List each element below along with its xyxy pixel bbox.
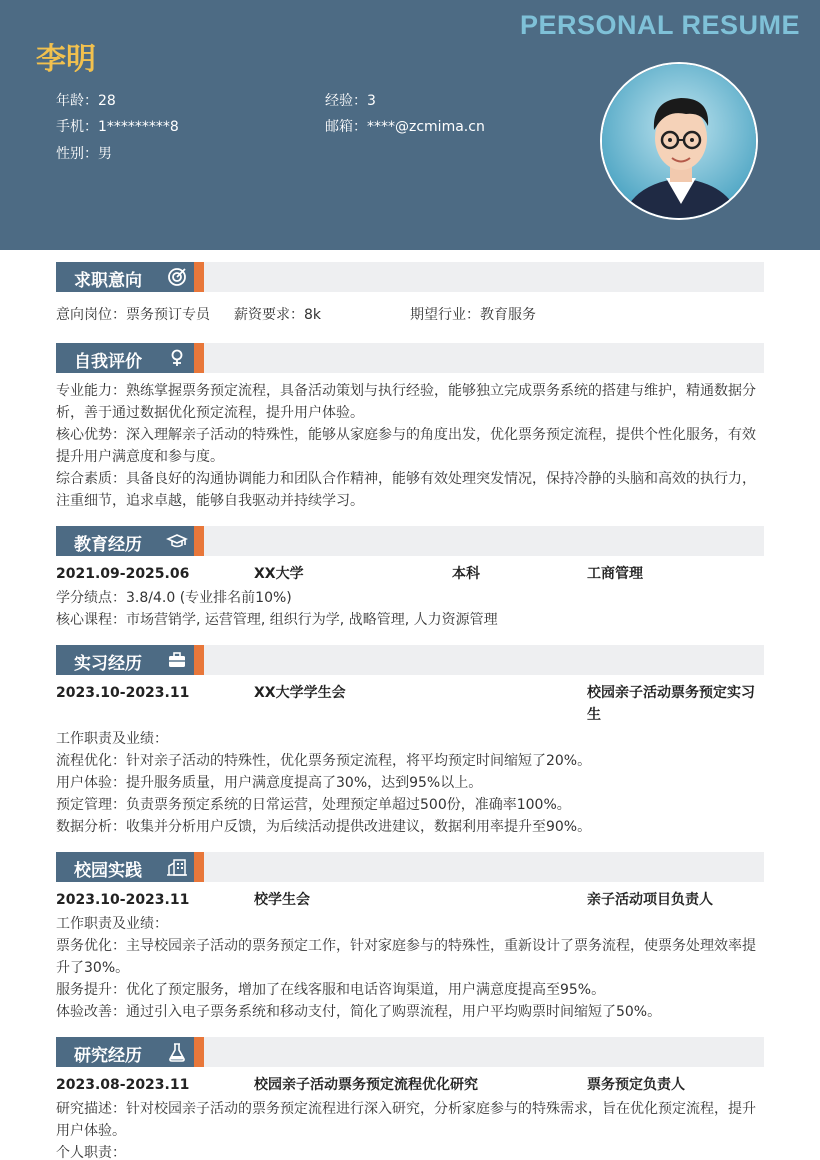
campus-date: 2023.10-2023.11 [56,892,190,908]
campus-org: 校学生会 [254,892,310,908]
experience-label: 经验 ： [325,93,367,109]
age-value: 28 [98,93,116,109]
section-title: 校园实践 [74,861,142,881]
email-field [325,116,485,136]
phone-label: 手机 ： [56,119,98,135]
campus-line-4: 体验改善：通过引入电子票务系统和移动支付，简化了购票流程，用户平均购票时间缩短了50%。 [56,1004,662,1020]
internship-role: 校园亲子活动票务预定实习生 [587,685,755,723]
research-role: 票务预定负责人 [587,1077,685,1093]
internship-date: 2023.10-2023.11 [56,685,190,701]
age-field [56,90,116,110]
gender-value: 男 [98,146,112,162]
phone-field [56,116,179,136]
education-courses: 核心课程：市场营销学, 运营管理, 组织行为学, 战略管理, 人力资源管理 [56,612,498,628]
section-title: 实习经历 [74,654,142,674]
resume-label: PERSONAL RESUME [519,10,800,40]
research-line-1: 研究描述：针对校园亲子活动的票务预定流程进行深入研究，分析家庭参与的特殊需求，旨在优化预定流程，提升用户体验。 [56,1101,756,1139]
internship-line-2: 流程优化：针对亲子活动的特殊性，优化票务预定流程，将平均预定时间缩短了20%。 [56,753,592,769]
education-gpa: 学分绩点：3.8/4.0 (专业排名前10%) [56,590,292,606]
intent-salary: 薪资要求：8k [234,307,322,323]
email-value: ****@zcmima.cn [367,119,485,135]
experience-value: 3 [367,93,376,109]
section-title: 求职意向 [74,271,142,291]
briefcase-icon [166,649,188,671]
education-major: 工商管理 [587,566,643,582]
campus-role: 亲子活动项目负责人 [587,892,713,908]
education-date: 2021.09-2025.06 [56,566,190,582]
self-eval-line-2: 核心优势：深入理解亲子活动的特殊性，能够从家庭参与的角度出发，优化票务预定流程，提供个性化服务，有效提升用户满意度和参与度。 [56,427,756,465]
internship-line-3: 用户体验：提升服务质量，用户满意度提高了30%，达到95%以上。 [56,775,483,791]
target-icon [166,266,188,288]
internship-line-1: 工作职责及业绩： [56,731,168,747]
avatar [600,62,758,220]
phone-value: 1*********8 [98,119,179,135]
section-header-research [56,1037,764,1067]
section-title: 研究经历 [74,1046,142,1066]
building-icon [166,856,188,878]
internship-org: XX大学学生会 [254,685,346,701]
age-label: 年龄 ： [56,93,98,109]
research-date: 2023.08-2023.11 [56,1077,190,1093]
section-title: 自我评价 [74,352,142,372]
experience-field [325,90,376,110]
header-banner [0,0,820,250]
education-degree: 本科 [452,566,480,582]
avatar-portrait-icon [602,64,758,220]
internship-line-5: 数据分析：收集并分析用户反馈，为后续活动提供改进建议，数据利用率提升至90%。 [56,819,592,835]
person-icon [166,347,188,369]
campus-line-2: 票务优化：主导校园亲子活动的票务预定工作，针对家庭参与的特殊性，重新设计了票务流程，使票务处理效率提升了30%。 [56,938,756,976]
section-header-campus [56,852,764,882]
graduation-cap-icon [166,530,188,552]
campus-line-1: 工作职责及业绩： [56,916,168,932]
section-header-education [56,526,764,556]
intent-position: 意向岗位：票务预订专员 [56,307,210,323]
section-title: 教育经历 [74,535,142,555]
campus-line-3: 服务提升：优化了预定服务，增加了在线客服和电话咨询渠道，用户满意度提高至95%。 [56,982,606,998]
intent-industry: 期望行业：教育服务 [410,307,536,323]
section-header-internship [56,645,764,675]
research-project: 校园亲子活动票务预定流程优化研究 [254,1077,478,1093]
section-header-self-eval [56,343,764,373]
flask-icon [166,1041,188,1063]
gender-field [56,143,112,163]
self-eval-line-3: 综合素质：具备良好的沟通协调能力和团队合作精神，能够有效处理突发情况，保持冷静的头脑和高效的执行力，注重细节，追求卓越，能够自我驱动并持续学习。 [56,471,756,509]
internship-line-4: 预定管理：负责票务预定系统的日常运营，处理预定单超过500份，准确率100%。 [56,797,571,813]
self-eval-line-1: 专业能力：熟练掌握票务预定流程，具备活动策划与执行经验，能够独立完成票务系统的搭建与维护，精通数据分析，善于通过数据优化预定流程，提升用户体验。 [56,383,756,421]
candidate-name: 李明 [36,42,96,77]
research-line-2: 个人职责： [56,1145,126,1160]
email-label: 邮箱 ： [325,119,367,135]
gender-label: 性别 ： [56,146,98,162]
section-header-intent [56,262,764,292]
education-school: XX大学 [254,566,304,582]
